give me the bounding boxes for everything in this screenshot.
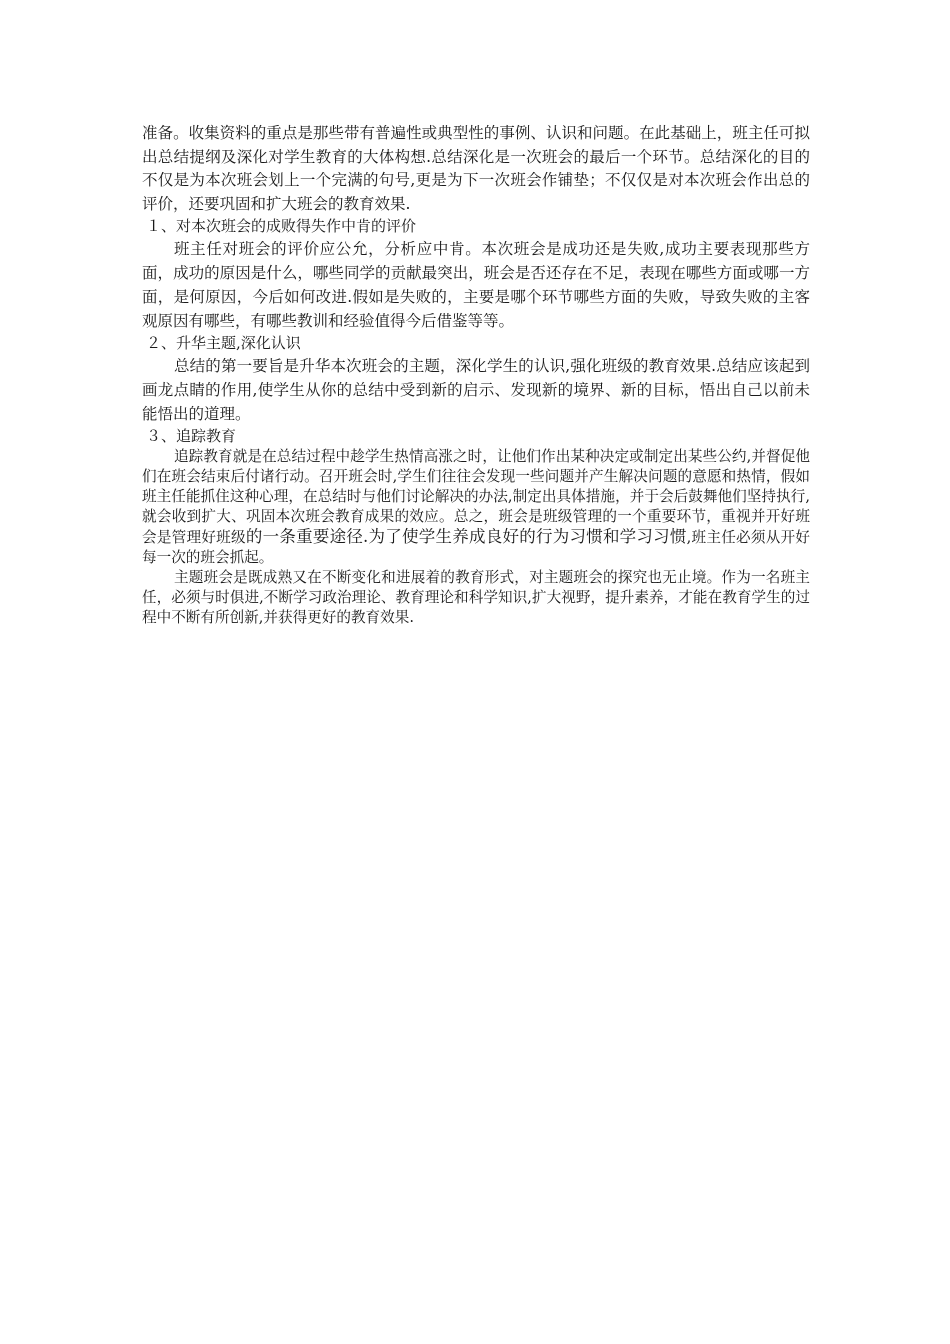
section-3-text-c: ,班主任必须从开好每一次的班会抓起。 <box>142 529 810 566</box>
section-3-text-a: 追踪教育就是在总结过程中趁学生热情高涨之时，让他们作出某种决定或制定出某些公约,并督促他们在班会结束后付诸行动。召开班会时,学生们往往会发现一些问题并产生解决问题的意愿和热情，假如班主任能抓住这种心理，在总结时与他们讨论解决的办法,制定出具体措施，并于会后鼓舞他们坚持执行,就会收到扩大、巩固本次班会教育成果的效应。总之，班会是班级管理的一个重要环节，重视并开好班会是管理好班级 <box>142 448 810 546</box>
section-1-heading: １、对本次班会的成败得失作中肯的评价 <box>146 217 417 235</box>
section-3-heading: ３、追踪教育 <box>146 427 237 445</box>
section-3-text-b: 的一条重要途径.为了使学生养成良好的行为习惯和学习习惯 <box>245 527 687 546</box>
document-page <box>142 122 810 628</box>
section-1-paragraph: 班主任对班会的评价应公允，分析应中肯。本次班会是成功还是失败,成功主要表现那些方面，成功的原因是什么，哪些同学的贡献最突出，班会是否还存在不足，表现在哪些方面或哪一方面，是何原因，今后如何改进.假如是失败的，主要是哪个环节哪些方面的失败，导致失败的主客观原因有哪些，有哪些教训和经验值得今后借鉴等等。 <box>142 240 810 330</box>
section-3-paragraph <box>142 447 810 568</box>
closing-paragraph: 主题班会是既成熟又在不断变化和进展着的教育形式，对主题班会的探究也无止境。作为一名班主任，必须与时俱进,不断学习政治理论、教育理论和科学知识,扩大视野，提升素养，才能在教育学生的过程中不断有所创新,并获得更好的教育效果. <box>142 569 810 626</box>
intro-paragraph: 准备。收集资料的重点是那些带有普遍性或典型性的事例、认识和问题。在此基础上，班主任可拟出总结提纲及深化对学生教育的大体构想.总结深化是一次班会的最后一个环节。总结深化的目的不仅是为本次班会划上一个完满的句号,更是为下一次班会作铺垫；不仅仅是对本次班会作出总的评价，还要巩固和扩大班会的教育效果. <box>142 124 810 213</box>
section-2-heading: ２、升华主题,深化认识 <box>146 334 301 352</box>
section-2-paragraph: 总结的第一要旨是升华本次班会的主题，深化学生的认识,强化班级的教育效果.总结应该起到画龙点睛的作用,使学生从你的总结中受到新的启示、发现新的境界、新的目标，悟出自己以前未能悟出的道理。 <box>142 357 810 423</box>
